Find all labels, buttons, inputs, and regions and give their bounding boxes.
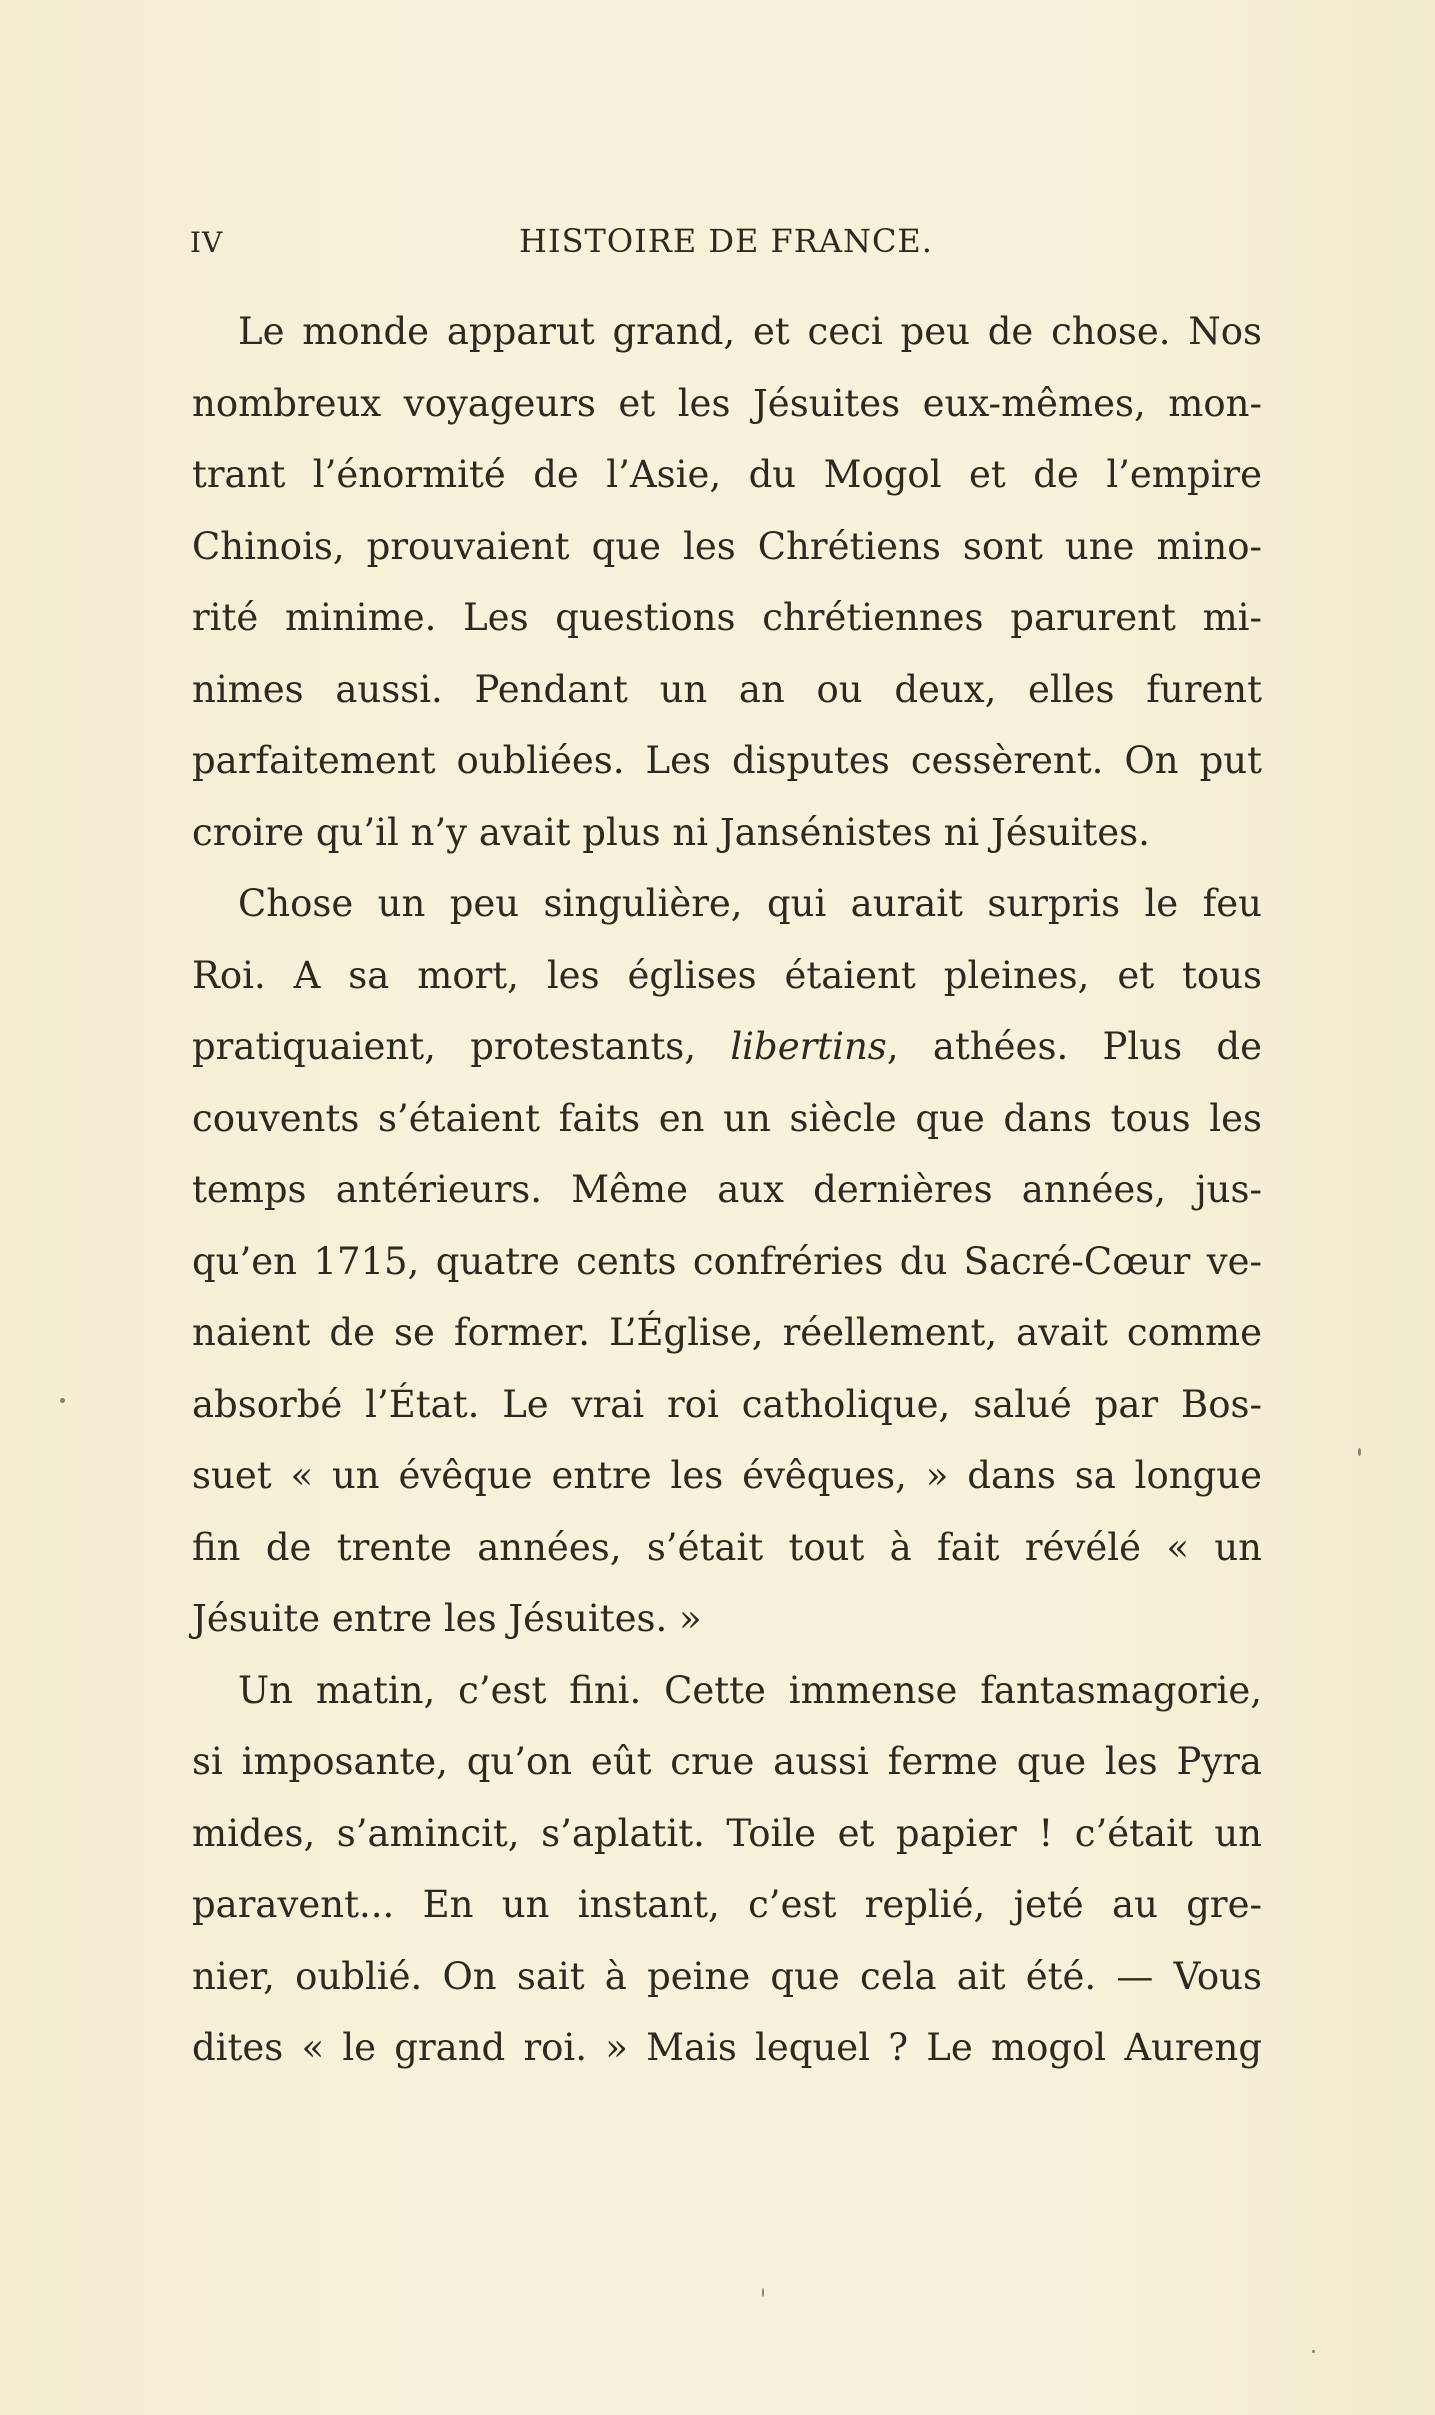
text-line: naient de se former. L’Église, réellement, avait comme xyxy=(192,1311,1262,1354)
text-line: si imposante, qu’on eût crue aussi ferme que les Pyra xyxy=(192,1740,1262,1783)
text-segment: pratiquaient, protestants, xyxy=(192,1025,731,1068)
italic-word: libertins xyxy=(730,1025,887,1068)
text-line: temps antérieurs. Même aux dernières années, jus- xyxy=(192,1168,1262,1211)
text-line-with-italic xyxy=(192,1011,1262,1083)
paper-speck xyxy=(60,1398,65,1403)
text-line: absorbé l’État. Le vrai roi catholique, salué par Bos- xyxy=(192,1382,1262,1426)
running-title: HISTOIRE DE FRANCE. xyxy=(519,222,933,260)
page-header xyxy=(190,222,1262,262)
text-line: croire qu’il n’y avait plus ni Jansénistes ni Jésuites. xyxy=(192,810,1150,854)
text-line: Le monde apparut grand, et ceci peu de chose. Nos xyxy=(238,310,1262,353)
text-line: Un matin, c’est fini. Cette immense fantasmagorie, xyxy=(238,1668,1262,1712)
text-segment: , athées. Plus de xyxy=(886,1025,1262,1068)
paper-speck xyxy=(1312,2350,1315,2353)
text-line: Chinois, prouvaient que les Chrétiens sont une mino- xyxy=(192,524,1262,568)
text-line: couvents s’étaient faits en un siècle que dans tous les xyxy=(192,1096,1262,1140)
text-line: Chose un peu singulière, qui aurait surpris le feu xyxy=(238,882,1262,925)
text-line: nombreux voyageurs et les Jésuites eux-mêmes, mon- xyxy=(192,381,1262,425)
text-line: paravent... En un instant, c’est replié, jeté au gre- xyxy=(192,1883,1262,1926)
text-line: trant l’énormité de l’Asie, du Mogol et de l’empire xyxy=(192,453,1262,496)
text-line: nimes aussi. Pendant un an ou deux, elles furent xyxy=(192,667,1262,711)
body-text xyxy=(192,296,1262,2084)
paper-speck xyxy=(1358,1448,1361,1456)
paper-speck xyxy=(762,2288,764,2297)
text-line: qu’en 1715, quatre cents confréries du Sacré-Cœur ve- xyxy=(192,1239,1262,1283)
text-line: rité minime. Les questions chrétiennes parurent mi- xyxy=(192,596,1262,639)
text-line: Jésuite entre les Jésuites. » xyxy=(192,1597,702,1640)
page-number: IV xyxy=(190,226,224,259)
text-line: nier, oublié. On sait à peine que cela ait été. — Vous xyxy=(192,1954,1262,1998)
text-line: Roi. A sa mort, les églises étaient pleines, et tous xyxy=(192,953,1262,997)
text-line: fin de trente années, s’était tout à fait révélé « un xyxy=(192,1525,1262,1569)
text-line: suet « un évêque entre les évêques, » dans sa longue xyxy=(192,1454,1262,1497)
text-line: mides, s’amincit, s’aplatit. Toile et papier ! c’était un xyxy=(192,1811,1262,1855)
text-line: parfaitement oubliées. Les disputes cessèrent. On put xyxy=(192,739,1262,782)
text-line: dites « le grand roi. » Mais lequel ? Le mogol Aureng xyxy=(192,2026,1262,2069)
